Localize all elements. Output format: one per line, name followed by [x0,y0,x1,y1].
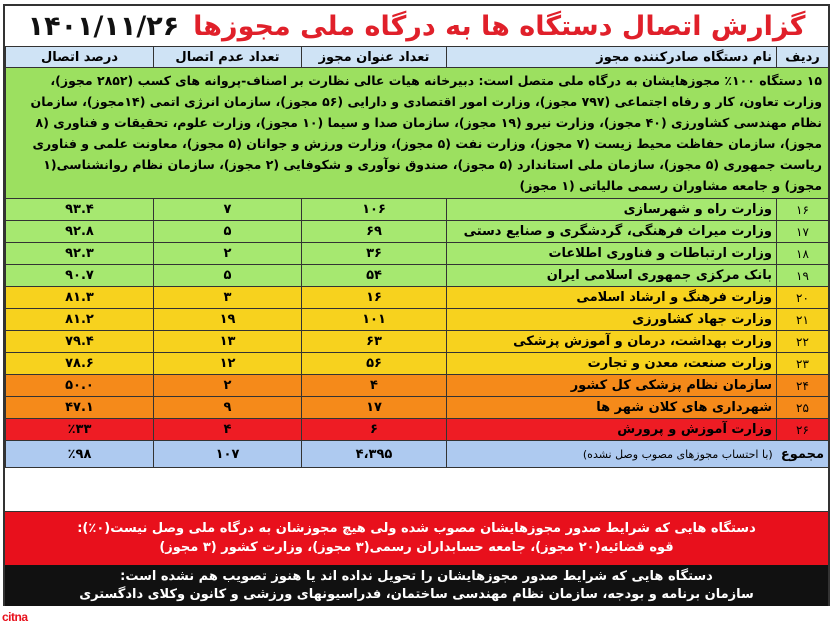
zero-connection-box [5,511,828,565]
table-row [6,221,829,243]
row-not-connected: ۹ [154,397,302,419]
row-count: ۱۷ [302,397,447,419]
row-idx: ۲۰ [777,287,829,309]
total-note: (با احتساب مجوزهای مصوب وصل نشده) [582,447,773,461]
connection-table [5,46,829,468]
row-count: ۶۹ [302,221,447,243]
table-row [6,243,829,265]
table-row [6,419,829,441]
row-percent: ۸۱.۳ [6,287,154,309]
row-count: ۵۶ [302,353,447,375]
summary-row [6,68,829,199]
report-frame [3,4,830,606]
row-not-connected: ۳ [154,287,302,309]
row-percent: ۹۲.۳ [6,243,154,265]
row-idx: ۲۴ [777,375,829,397]
row-name: وزارت راه و شهرسازی [447,199,777,221]
table-row [6,309,829,331]
row-not-connected: ۵ [154,265,302,287]
header-name: نام دستگاه صادرکننده مجوز [447,47,777,68]
row-name: وزارت جهاد کشاورزی [447,309,777,331]
row-count: ۴ [302,375,447,397]
row-name: وزارت صنعت، معدن و تجارت [447,353,777,375]
table-row [6,287,829,309]
red-box-line2: قوه قضائیه(۲۰ مجوز)، جامعه حسابداران رسمی(۳ مجوز)، وزارت کشور (۳ مجوز) [159,540,674,555]
total-row [6,441,829,468]
row-count: ۱۶ [302,287,447,309]
total-not-connected: ۱۰۷ [154,441,302,468]
table-row [6,331,829,353]
row-percent: ۹۰.۷ [6,265,154,287]
row-percent: ۷۹.۴ [6,331,154,353]
row-name: سازمان نظام پزشکی کل کشور [447,375,777,397]
row-percent: ۴۷.۱ [6,397,154,419]
total-label-cell [447,441,829,468]
row-idx: ۱۹ [777,265,829,287]
red-box-line1: دستگاه هایی که شرایط صدور مجوزهایشان مصوب شده ولی هیچ مجوزشان به درگاه ملی وصل نیست(۰٪): [77,521,756,536]
row-not-connected: ۲ [154,243,302,265]
row-not-connected: ۱۲ [154,353,302,375]
total-label: مجموع [780,446,824,462]
row-name: وزارت ارتباطات و فناوری اطلاعات [447,243,777,265]
row-idx: ۱۶ [777,199,829,221]
row-not-connected: ۱۳ [154,331,302,353]
total-count: ۴،۳۹۵ [302,441,447,468]
row-percent: ۹۳.۴ [6,199,154,221]
header-not-connected: تعداد عدم اتصال [154,47,302,68]
row-idx: ۲۳ [777,353,829,375]
table-header [6,47,829,68]
row-percent: ۹۲.۸ [6,221,154,243]
row-percent: ٪۳۳ [6,419,154,441]
row-name: شهرداری های کلان شهر ها [447,397,777,419]
row-name: وزارت بهداشت، درمان و آموزش پزشکی [447,331,777,353]
row-percent: ۸۱.۲ [6,309,154,331]
row-name: بانک مرکزی جمهوری اسلامی ایران [447,265,777,287]
report-title [5,6,828,46]
black-box-line2: سازمان برنامه و بودجه، سازمان نظام مهندسی ساختمان، فدراسیونهای ورزشی و کانون وکلای دادگستری [79,587,754,602]
table-row [6,353,829,375]
header-percent: درصد اتصال [6,47,154,68]
row-name: وزارت میراث فرهنگی، گردشگری و صنایع دستی [447,221,777,243]
row-percent: ۵۰.۰ [6,375,154,397]
row-count: ۱۰۱ [302,309,447,331]
pending-box [5,565,828,606]
row-count: ۶ [302,419,447,441]
total-percent: ٪۹۸ [6,441,154,468]
row-idx: ۲۲ [777,331,829,353]
table-row [6,199,829,221]
black-box-line1: دستگاه هایی که شرایط صدور مجوزهایشان را تحویل نداده اند یا هنوز تصویب هم نشده است: [120,569,713,584]
row-idx: ۲۵ [777,397,829,419]
title-date: ۱۴۰۱/۱۱/۲۶ [27,10,180,42]
row-not-connected: ۷ [154,199,302,221]
row-percent: ۷۸.۶ [6,353,154,375]
row-count: ۱۰۶ [302,199,447,221]
row-idx: ۲۱ [777,309,829,331]
row-count: ۵۴ [302,265,447,287]
row-name: وزارت آموزش و پرورش [447,419,777,441]
row-not-connected: ۴ [154,419,302,441]
row-count: ۳۶ [302,243,447,265]
table-row [6,265,829,287]
row-idx: ۱۸ [777,243,829,265]
header-idx: ردیف [777,47,829,68]
row-idx: ۲۶ [777,419,829,441]
row-count: ۶۳ [302,331,447,353]
row-not-connected: ۱۹ [154,309,302,331]
row-not-connected: ۲ [154,375,302,397]
row-idx: ۱۷ [777,221,829,243]
summary-text: ۱۵ دستگاه ۱۰۰٪ مجوزهایشان به درگاه ملی متصل است: دبیرخانه هیات عالی نظارت بر اصناف-پروانه های کسب (۲۸۵۲ مجوز)، وزارت تعاون، کار و رفاه اجتماعی (۷۹۷ مجوز)، وزارت امور اقتصادی و دارایی (۵۶ مجوز)، سازمان انرژی اتمی (۱۴مجوز)، سازمان نظام مهندسی کشاورزی (۴۰ مجوز)، وزارت نیرو (۱۹ مجوز)، سازمان صدا و سیما (۱۰ مجوز)، وزارت علوم، تحقیقات و فناوری (۸ مجوز)، سازمان حفاظت محیط زیست (۷ مجوز)، وزارت نفت (۵ مجوز)، وزارت ورزش و جوانان (۵ مجوز)، معاونت علمی و فناوری ریاست جمهوری (۵ مجوز)، سازمان ملی استاندارد (۵ مجوز)، صندوق نوآوری و شکوفایی (۲ مجوز)، سازمان نظام روانشناسی(۱ مجوز) و جامعه مشاوران رسمی مالیاتی (۱ مجوز) [6,68,829,199]
row-not-connected: ۵ [154,221,302,243]
header-count: تعداد عنوان مجوز [302,47,447,68]
title-text: گزارش اتصال دستگاه ها به درگاه ملی مجوزها [193,10,806,42]
table-row [6,375,829,397]
row-name: وزارت فرهنگ و ارشاد اسلامی [447,287,777,309]
table-row [6,397,829,419]
citna-logo: citna [2,610,28,624]
